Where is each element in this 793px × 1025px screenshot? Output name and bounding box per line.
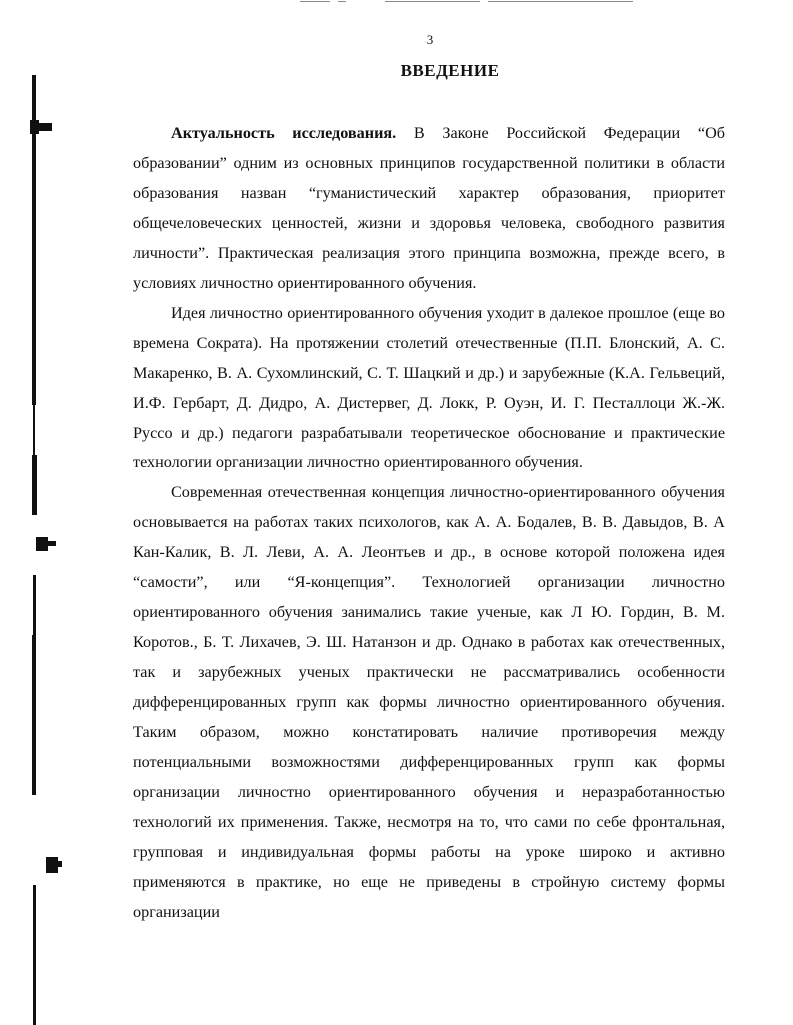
paragraph-modern-concept: Современная отечественная концепция личностно-ориентированного обучения основывается на работах таких психологов, как А. А. Бодалев, В. В. Давыдов, В. А Кан-Калик, В. Л. Леви, А. А. Леонтьев и др., в основе которой положена идея “самости”, или “Я-концепция”. Технологией организации личностно ориентированного обучения занимались такие ученые, как Л Ю. Гордин, В. М. Коротов., Б. Т. Лихачев, Э. Ш. Натанзон и др. Однако в работах как отечественных, так и зарубежных ученых практически не рассматривались особенности дифференцированных групп как формы личностно ориентированного обучения. Таким образом, можно констатировать наличие противоречия между потенциальными возможностями дифференцированных групп как формы организации личностно ориентированного обучения и неразработанностью технологий их применения. Также, несмотря на то, что сами по себе фронтальная, групповая и индивидуальная формы работы на уроке широко и активно применяются в практике, но еще не приведены в стройную систему формы организации (133, 483, 725, 921)
page-title: ВВЕДЕНИЕ (400, 61, 500, 80)
paragraph-history: Идея личностно ориентированного обучения уходит в далекое прошлое (еще во времена Сократа). На протяжении столетий отечественные (П.П. Блонский, А. С. Макаренко, В. А. Сухомлинский, С. Т. Шацкий и др.) и зарубежные (К.А. Гельвеций, И.Ф. Гербарт, Д. Дидро, А. Дистервег, Д. Локк, Р. Оуэн, И. Г. Песталлоци Ж.-Ж. Руссо и др.) педагоги разрабатывали теоретическое обоснование и практические технологии организации личностно ориентированного обучения. (133, 303, 725, 472)
scan-binding-edge (28, 75, 68, 1025)
paragraph-text: В Законе Российской Федерации “Об образовании” одним из основных принципов государственной политики в области образования назван “гуманистический характер образования, приоритет общечеловеческих ценностей, жизни и здоровья человека, свободного развития личности”. Практическая реализация этого принципа возможна, прежде всего, в условиях личностно ориентированного обучения. (133, 124, 725, 292)
document-body (133, 119, 725, 928)
paragraph-relevance (133, 119, 725, 299)
scan-top-edge (0, 0, 793, 6)
page-number: 3 (426, 32, 434, 47)
paragraph-lead: Актуальность исследования. (171, 124, 397, 142)
